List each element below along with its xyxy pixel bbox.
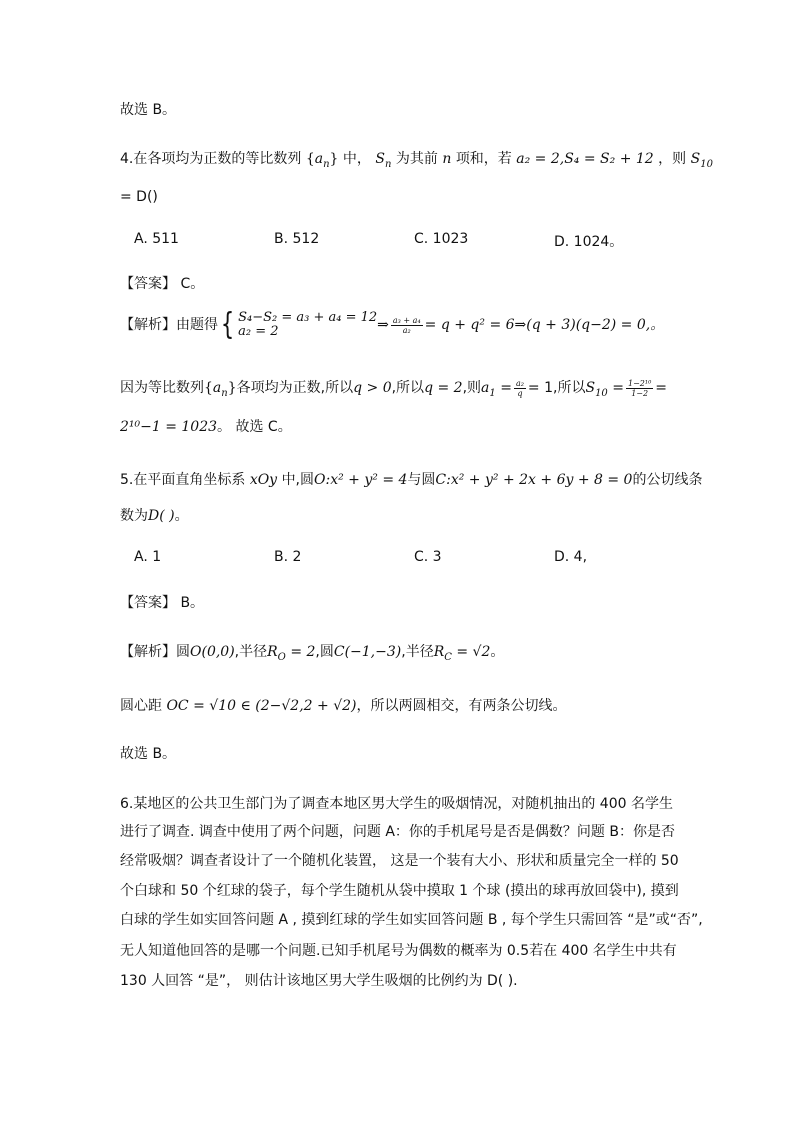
q5-line2-prefix: 数为: [120, 508, 148, 524]
q4-stem-line1: [120, 148, 713, 176]
q5-stem-prefix: 5.在平面直角坐标系: [120, 472, 246, 488]
q5-xoy: xOy: [249, 472, 278, 488]
q4-option-c: C. 1023: [414, 231, 469, 247]
q4-analysis-line2: 因为等比数列$\{a_n\}$各项均为正数,所以q > 0,所以q = 2,则$a_1$ = $\frac{\text{a₂}}{q}$ = 1,所以$S_{10}$ = $\frac{\text{1−2¹⁰}}{1-2}$ =: [120, 378, 668, 399]
q5-option-d: D. 4,: [554, 549, 588, 565]
q4-answer-value: C。: [180, 276, 205, 292]
q4-answer: [120, 273, 204, 295]
q5-answer: [120, 592, 204, 614]
q5-conclusion: 故选 B。: [120, 746, 177, 762]
q4-system-brace: {: [220, 307, 235, 342]
q4-line-a-mid4: = 1,所以: [527, 380, 586, 396]
q4-frac3: [626, 379, 653, 398]
q4-analysis-text: 由题得: [176, 317, 218, 333]
q5-stem-mid: 中,圆: [281, 472, 315, 488]
q4-q-value: q = 2: [424, 380, 463, 396]
q5-line2-answer: D( ): [148, 508, 175, 524]
q5-analysis-2: ,半径: [234, 644, 268, 660]
q4-stem-mid2: 为其前: [395, 151, 438, 167]
q4-line-a-prefix: 因为等比数列: [120, 380, 204, 396]
q5-stem-line1: [120, 469, 702, 491]
q4-options: [134, 231, 694, 253]
q5-stem-line2: [120, 505, 189, 527]
q5-option-b: B. 2: [274, 549, 302, 565]
q4-frac1-den: a₂: [402, 325, 411, 335]
q5-stem-tail: 的公切线条: [632, 472, 703, 488]
q4-option-b: B. 512: [274, 231, 320, 247]
q4-stem-mid3: 项和，若: [455, 151, 512, 167]
q4-frac2: [514, 379, 526, 398]
q5-o-center: O(0,0): [190, 644, 235, 660]
q4-line-a-mid2: ,所以: [391, 380, 425, 396]
q4-chain: = q + q² = 6⇒(q + 3)(q−2) = 0,。: [424, 317, 665, 333]
q4-option-a: A. 511: [134, 231, 179, 247]
q4-stem-mid: 中，: [342, 151, 371, 167]
q4-n: n: [442, 151, 452, 167]
q4-analysis-line1: 【解析】由题得{ S₄−S₂ = a₃ + a₄ = 12 a₂ = 2 ⇒ $\frac{\text{a₃ + a₄}}{\text{a₂}}$ = q + q² = 6⇒(q + 3)(q−2) = 0,。: [120, 307, 665, 342]
q6-line-7: 130 人回答 “是”， 则估计该地区男大学生吸烟的比例约为 D( ).: [120, 973, 518, 989]
q6-line-5: 白球的学生如实回答问题 A , 摸到红球的学生如实回答问题 B , 每个学生只需回答 “是”或“否”,: [120, 912, 703, 928]
q4-frac3-num: 1−2¹⁰: [627, 378, 652, 388]
q5-answer-value: B。: [180, 595, 205, 611]
q5-dist-expr: OC = √10 ∈ (2−√2,2 + √2): [166, 698, 357, 714]
q4-sn: $S_n$: [375, 151, 392, 170]
q4-stem-line2: = D(): [120, 189, 158, 205]
q4-frac2-den: q: [517, 388, 523, 398]
q4-analysis-line3: [120, 416, 292, 438]
q4-option-d: D. 1024。: [554, 234, 624, 250]
q4-answer-label: 【答案】: [120, 276, 176, 292]
q4-system-line1: S₄−S₂ = a₃ + a₄ = 12: [238, 310, 378, 325]
q5-analysis-line2: [120, 695, 566, 717]
q4-line-b-tail: 。 故选 C。: [217, 419, 292, 435]
q5-circle2: C:x² + y² + 2x + 6y + 8 = 0: [435, 472, 633, 488]
q6-line-4: 个白球和 50 个红球的袋子，每个学生随机从袋中摸取 1 个球 (摸出的球再放回袋中), 摸到: [120, 883, 679, 899]
q5-analysis-1: 圆: [176, 644, 190, 660]
q4-frac2-num: a₂: [515, 378, 524, 388]
q5-dist-tail: ，所以两圆相交，有两条公切线。: [356, 698, 567, 714]
q5-stem-mid2: 与圆: [407, 472, 436, 488]
q5-options: [134, 549, 694, 571]
q6-line-1: 6.某地区的公共卫生部门为了调查本地区男大学生的吸烟情况，对随机抽出的 400 名学生: [120, 796, 673, 812]
q4-frac1-num: a₃ + a₄: [392, 315, 421, 325]
q5-dist-prefix: 圆心距: [120, 698, 162, 714]
q4-result: 2¹⁰−1 = 1023: [120, 419, 218, 435]
q5-line2-tail: 。: [174, 508, 189, 524]
q5-analysis-label: 【解析】: [120, 644, 176, 660]
q4-analysis-label: 【解析】: [120, 317, 176, 333]
q4-system-line2: a₂ = 2: [238, 324, 279, 339]
q4-stem-prefix: 4.在各项均为正数的等比数列: [120, 151, 302, 167]
q4-frac3-den: 1−2: [631, 388, 649, 398]
q5-c-center: C(−1,−3): [333, 644, 402, 660]
q4-q-positive: q > 0: [353, 380, 392, 396]
q4-condition: a₂ = 2,S₄ = S₂ + 12: [516, 151, 654, 167]
q4-system: [238, 311, 377, 339]
q5-answer-label: 【答案】: [120, 595, 176, 611]
q5-analysis-3: ,圆: [315, 644, 334, 660]
q5-radius-c: $R_C = √2$: [433, 644, 491, 663]
q5-circle1: O:x² + y² = 4: [314, 472, 408, 488]
q4-seq: $\{a_n\}$: [305, 151, 339, 170]
q5-radius-o: $R_O = 2$: [267, 644, 316, 663]
q4-s10: $S_{10}$: [690, 151, 713, 170]
q5-option-c: C. 3: [414, 549, 442, 565]
q4-frac1: [391, 316, 423, 335]
q5-analysis-4: ,半径: [401, 644, 434, 660]
q4-stem-tail: ，则: [658, 151, 687, 167]
q5-analysis-5: 。: [490, 644, 505, 660]
q3-conclusion: 故选 B。: [120, 102, 177, 118]
q5-option-a: A. 1: [134, 549, 162, 565]
q6-line-3: 经常吸烟？调查者设计了一个随机化装置， 这是一个装有大小、形状和质量完全一样的 50: [120, 853, 679, 869]
q4-line-a-mid: 各项均为正数,所以: [236, 380, 354, 396]
q4-line-a-mid3: ,则: [462, 380, 482, 396]
q5-analysis-line1: [120, 641, 504, 669]
q6-line-6: 无人知道他回答的是哪一个问题.已知手机尾号为偶数的概率为 0.5若在 400 名学生中共有: [120, 943, 677, 959]
q6-line-2: 进行了调查. 调查中使用了两个问题，问题 A：你的手机尾号是否是偶数？问题 B：你是否: [120, 824, 675, 840]
